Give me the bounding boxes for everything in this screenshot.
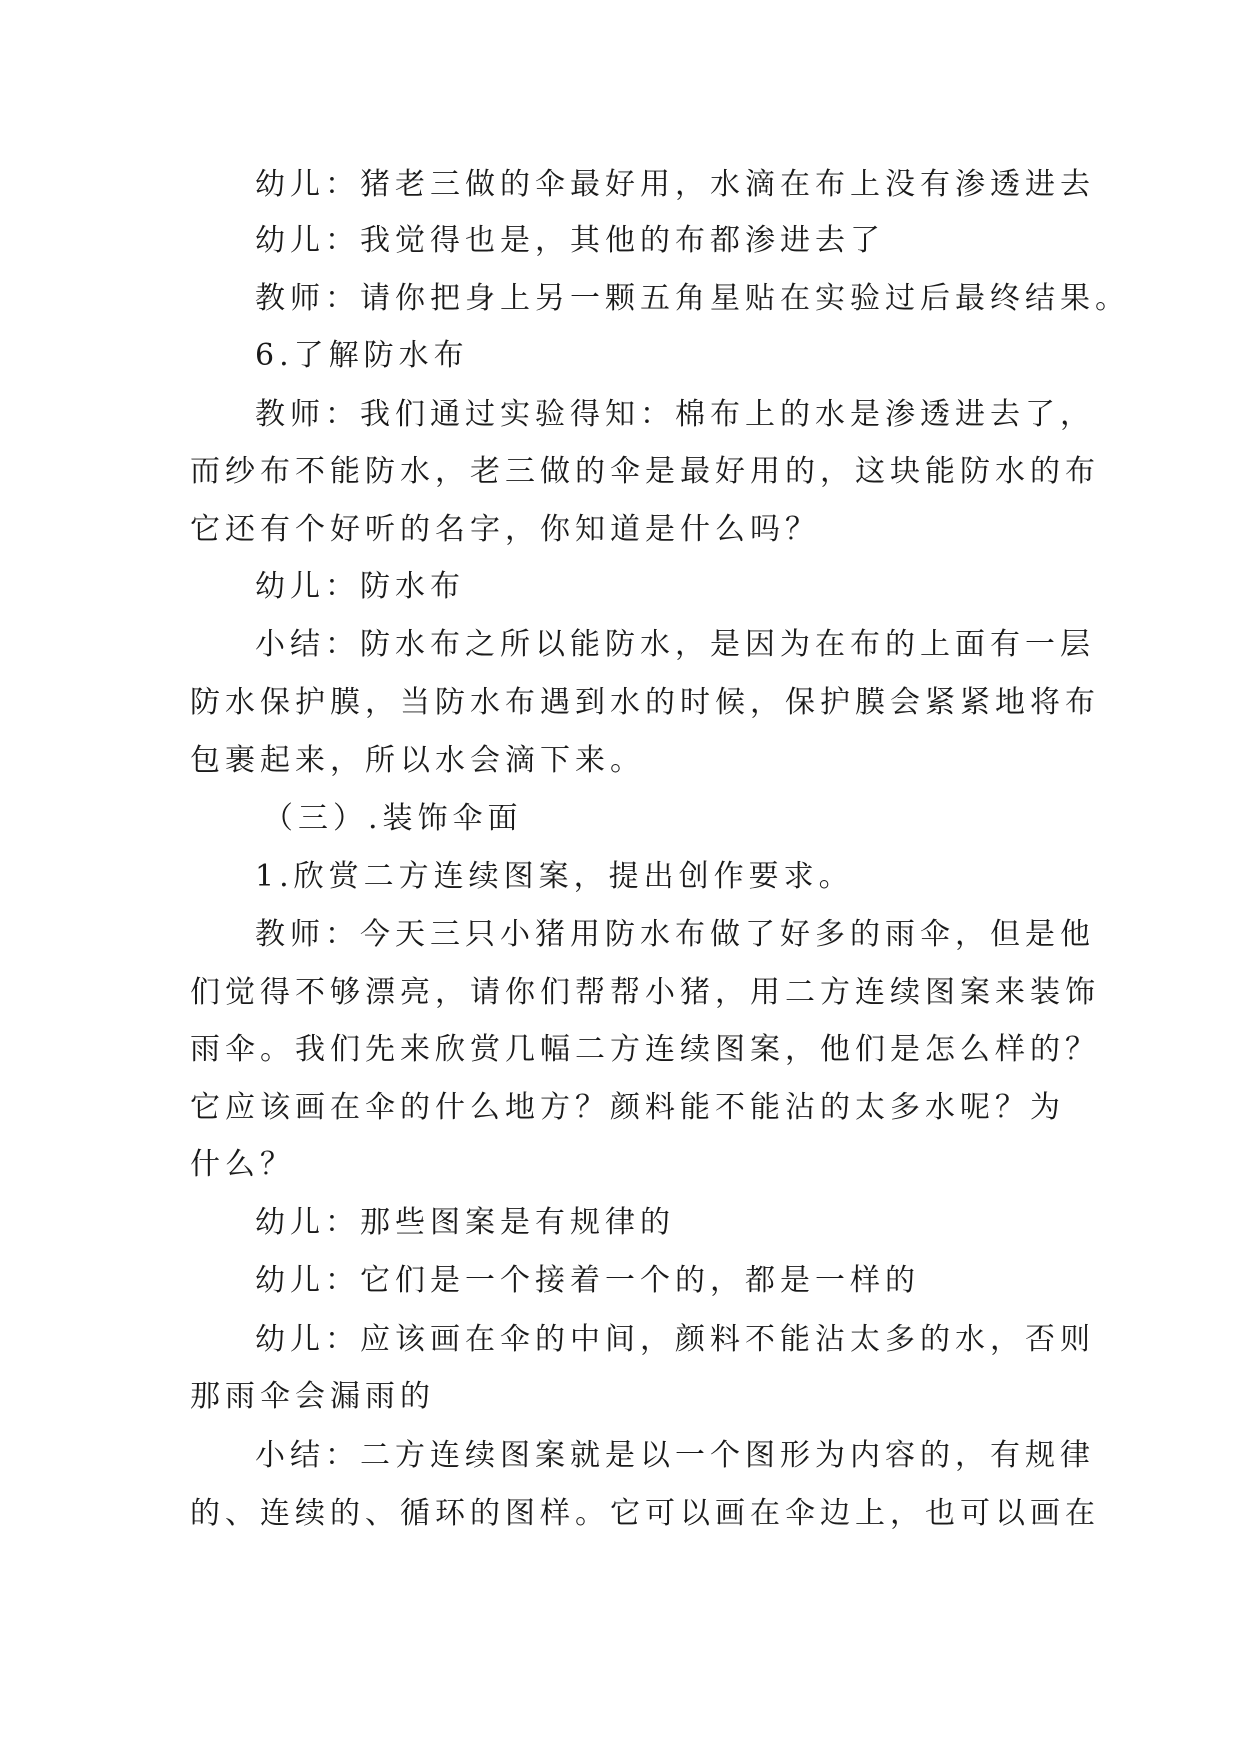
paragraph-line: 的、连续的、循环的图样。它可以画在伞边上，也可以画在 xyxy=(190,1496,1100,1531)
paragraph-line: 教师：请你把身上另一颗五角星贴在实验过后最终结果。 xyxy=(255,281,1130,316)
paragraph-line: 幼儿：应该画在伞的中间，颜料不能沾太多的水，否则 xyxy=(255,1322,1095,1357)
paragraph-line: 包裹起来，所以水会滴下来。 xyxy=(190,743,645,778)
paragraph-line: 们觉得不够漂亮，请你们帮帮小猪，用二方连续图案来装饰 xyxy=(190,975,1100,1010)
section-heading: 1.欣赏二方连续图案，提出创作要求。 xyxy=(255,859,854,894)
paragraph-line: 教师：今天三只小猪用防水布做了好多的雨伞，但是他 xyxy=(255,917,1095,952)
paragraph-line: 教师：我们通过实验得知：棉布上的水是渗透进去了， xyxy=(255,397,1095,432)
paragraph-line: 幼儿：防水布 xyxy=(255,569,465,604)
paragraph-line: 它还有个好听的名字，你知道是什么吗？ xyxy=(190,512,820,547)
paragraph-line: 防水保护膜，当防水布遇到水的时候，保护膜会紧紧地将布 xyxy=(190,685,1100,720)
paragraph-line: 幼儿：猪老三做的伞最好用，水滴在布上没有渗透进去 xyxy=(255,167,1095,202)
paragraph-line: 那雨伞会漏雨的 xyxy=(190,1379,435,1414)
section-heading: （三）.装饰伞面 xyxy=(263,801,523,836)
paragraph-line: 幼儿：那些图案是有规律的 xyxy=(255,1205,675,1240)
paragraph-line: 而纱布不能防水，老三做的伞是最好用的，这块能防水的布 xyxy=(190,454,1100,489)
section-heading: 6.了解防水布 xyxy=(255,338,469,373)
paragraph-line: 什么？ xyxy=(190,1147,295,1182)
paragraph-line: 小结：防水布之所以能防水，是因为在布的上面有一层 xyxy=(255,627,1095,662)
paragraph-line: 幼儿：它们是一个接着一个的，都是一样的 xyxy=(255,1263,920,1298)
paragraph-line: 小结：二方连续图案就是以一个图形为内容的，有规律 xyxy=(255,1438,1095,1473)
paragraph-line: 幼儿：我觉得也是，其他的布都渗进去了 xyxy=(255,223,885,258)
paragraph-line: 它应该画在伞的什么地方？颜料能不能沾的太多水呢？为 xyxy=(190,1090,1065,1125)
paragraph-line: 雨伞。我们先来欣赏几幅二方连续图案，他们是怎么样的？ xyxy=(190,1032,1100,1067)
